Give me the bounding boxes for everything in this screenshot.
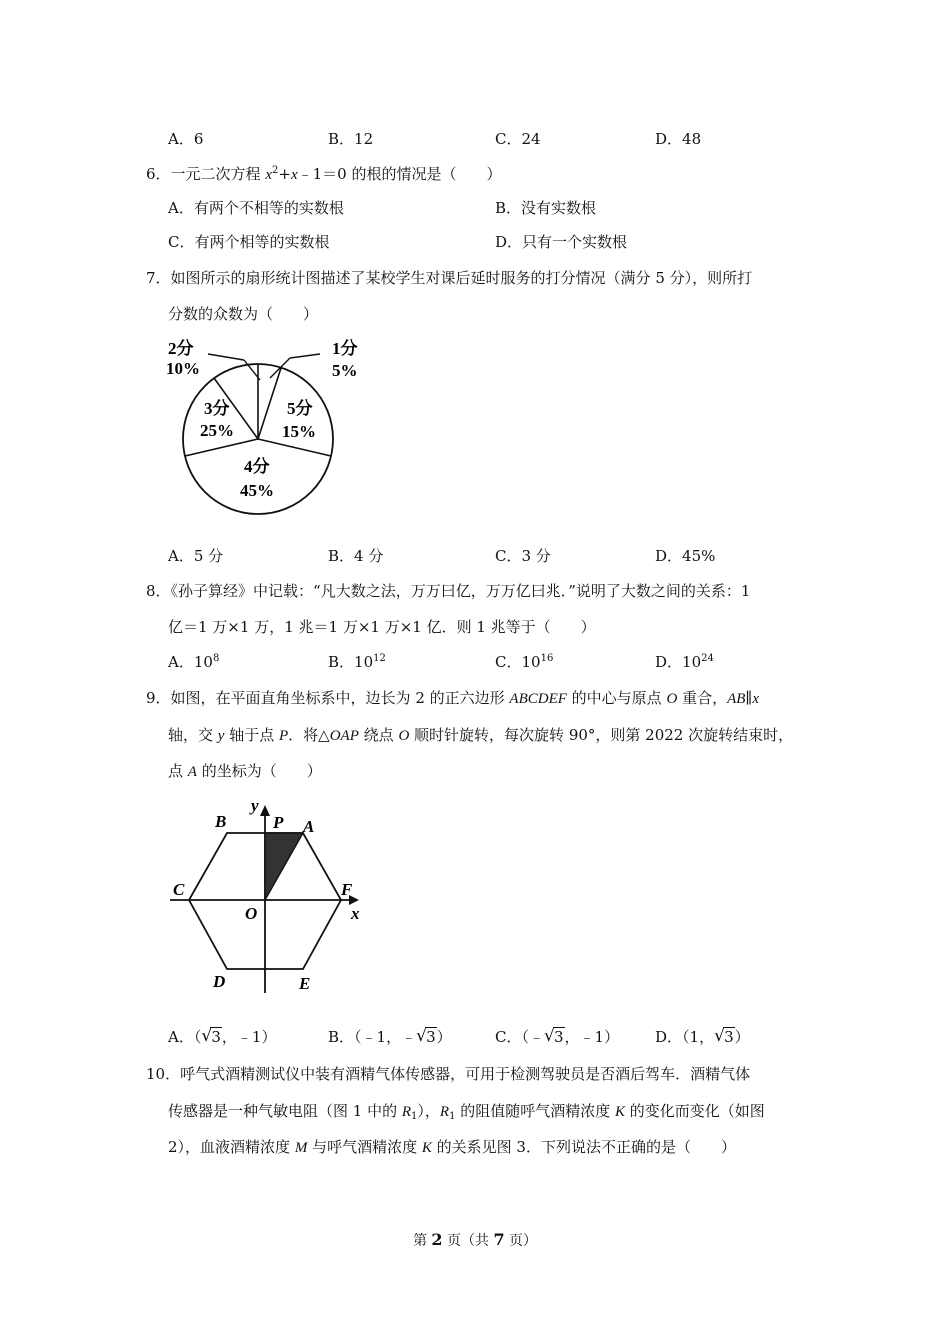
label-pct-1: 5% <box>332 361 358 380</box>
q9-stem-line2: 轴，交 y 轴于点 P．将△OAP 绕点 O 顺时针旋转，每次旋转 90°，则第 2022 次旋转结束时， <box>168 726 794 744</box>
q10-stem-line1: 10．呼气式酒精测试仪中装有酒精气体传感器，可用于检测驾驶员是否酒后驾车．酒精气体 <box>146 1065 751 1083</box>
q8-stem-line2: 亿＝1 万×1 万，1 兆＝1 万×1 万×1 亿．则 1 兆等于（ ） <box>168 618 596 636</box>
q9-stem-line3: 点 A 的坐标为（ ） <box>168 762 322 780</box>
pie-divider-2 <box>258 368 281 439</box>
label-score-5: 5分 <box>287 399 313 418</box>
label-score-1: 1分 <box>332 339 358 358</box>
q7-stem-line1: 7．如图所示的扇形统计图描述了某校学生对课后延时服务的打分情况（满分 5 分），则所打 <box>146 269 753 287</box>
q8-option-d[interactable]: D．$10^{24}$ <box>655 653 714 671</box>
label-pct-5: 15% <box>282 422 316 441</box>
label-pct-4: 45% <box>240 481 274 500</box>
q6-option-d[interactable]: D．只有一个实数根 <box>495 233 628 251</box>
q7-option-b[interactable]: B．4 分 <box>328 547 384 565</box>
q9-option-a[interactable]: A．（ √ 3，﹣1） <box>168 1026 277 1046</box>
label-score-3: 3分 <box>204 399 230 418</box>
label-y: y <box>251 796 259 815</box>
leader-1b <box>270 358 290 378</box>
q9-stem-line1: 9．如图，在平面直角坐标系中，边长为 2 的正六边形 ABCDEF 的中心与原点 O 重合，AB∥x <box>146 689 760 707</box>
page-footer: 第 2 页（共 7 页） <box>412 1230 538 1249</box>
leader-1 <box>290 354 320 358</box>
q7-stem-line2: 分数的众数为（ ） <box>168 305 319 323</box>
q9-option-d[interactable]: D．（1， √ 3） <box>655 1026 750 1046</box>
y-axis-arrow <box>260 805 270 816</box>
q5-option-d[interactable]: D．48 <box>655 130 702 148</box>
hexagon-figure <box>165 793 375 1003</box>
label-f: F <box>341 880 353 899</box>
q7-option-a[interactable]: A．5 分 <box>168 547 224 565</box>
triangle-oap <box>265 833 303 900</box>
q7-option-d[interactable]: D．45% <box>655 547 716 565</box>
q8-stem-line1: 8．《孙子算经》中记载：“凡大数之法，万万曰亿，万万亿曰兆．”说明了大数之间的关系：1 <box>146 582 751 600</box>
q8-option-b[interactable]: B．$10^{12}$ <box>328 653 386 671</box>
q6-option-c[interactable]: C．有两个相等的实数根 <box>168 233 330 251</box>
label-o: O <box>245 904 258 923</box>
q6-stem: 6．一元二次方程 $x^2+x﹣1=0$ 的根的情况是（ ） <box>146 165 502 183</box>
q5-option-c[interactable]: C．24 <box>495 130 541 148</box>
label-a: A <box>303 817 315 836</box>
q10-stem-line2: 传感器是一种气敏电阻（图 1 中的 $R_1$），$R_1$ 的阻值随呼气酒精浓度 K 的变化而变化（如图 <box>168 1102 765 1122</box>
label-x: x <box>351 904 360 923</box>
q8-option-c[interactable]: C．$10^{16}$ <box>495 653 554 671</box>
sqrt-symbol: √ 3 <box>416 1026 436 1046</box>
label-score-2: 2分 <box>168 339 194 358</box>
sqrt-symbol: √ 3 <box>714 1026 734 1046</box>
label-b: B <box>215 812 227 831</box>
sqrt-symbol: √ 3 <box>544 1026 564 1046</box>
sqrt-symbol: √ 3 <box>201 1026 221 1046</box>
leader-2 <box>208 354 244 360</box>
label-pct-2: 10% <box>166 359 200 378</box>
q8-option-a[interactable]: A．$10^8$ <box>168 653 220 671</box>
label-c: C <box>173 880 185 899</box>
q6-option-b[interactable]: B．没有实数根 <box>495 199 597 217</box>
label-e: E <box>299 974 311 993</box>
pie-chart-figure <box>160 332 380 522</box>
label-pct-3: 25% <box>200 421 234 440</box>
q7-option-c[interactable]: C．3 分 <box>495 547 551 565</box>
label-score-4: 4分 <box>244 457 270 476</box>
label-d: D <box>213 972 226 991</box>
q6-option-a[interactable]: A．有两个不相等的实数根 <box>168 199 344 217</box>
q9-option-b[interactable]: B．（﹣1，﹣ √ 3） <box>328 1026 452 1046</box>
label-p: P <box>273 813 284 832</box>
q5-option-b[interactable]: B．12 <box>328 130 374 148</box>
q5-option-a[interactable]: A．6 <box>168 130 204 148</box>
pie-divider-4 <box>185 439 258 456</box>
pie-divider-3 <box>258 439 331 456</box>
q9-option-c[interactable]: C．（﹣ √ 3，﹣1） <box>495 1026 620 1046</box>
q10-stem-line3: 2），血液酒精浓度 M 与呼气酒精浓度 K 的关系见图 3．下列说法不正确的是（ ） <box>168 1138 736 1156</box>
